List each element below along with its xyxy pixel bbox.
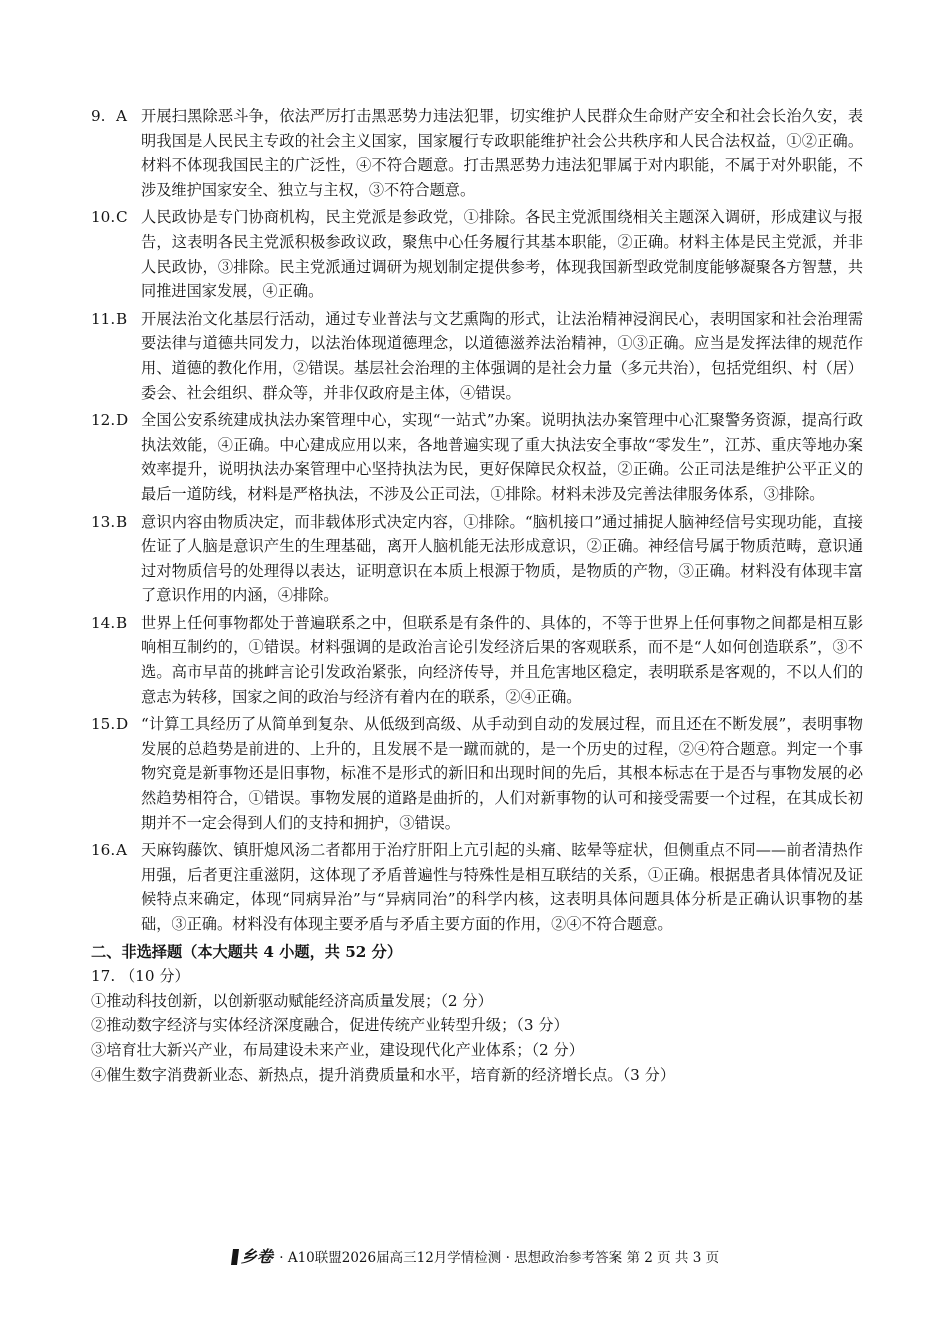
question-13 — [91, 510, 863, 608]
question-answer: B — [116, 613, 128, 632]
question-number: 15. — [91, 715, 116, 734]
question-number: 16. — [91, 841, 116, 860]
section-title: 二、非选择题（本大题共 4 小题，共 52 分） — [91, 942, 403, 961]
question-number: 10. — [91, 208, 116, 227]
question-answer: D — [116, 715, 129, 734]
question-17-header: 17. （10 分） — [91, 967, 190, 986]
question-explanation: 人民政协是专门协商机构，民主党派是参政党，①排除。各民主党派围绕相关主题深入调研，形成建议与报告，这表明各民主党派积极参政议政，聚焦中心任务履行其基本职能，②正确。材料主体是民主党派，并非人民政协，③排除。民主党派通过调研为规划制定提供参考，体现我国新型政党制度能够凝聚各方智慧，共同推进国家发展，④正确。 — [141, 208, 863, 301]
brand-logo-text: 乡卷 — [240, 1247, 273, 1266]
question-answer: A — [116, 841, 127, 860]
question-explanation: 意识内容由物质决定，而非载体形式决定内容，①排除。“脑机接口”通过捕捉人脑神经信号实现功能，直接佐证了人脑是意识产生的生理基础，离开人脑机能无法形成意识，②正确。神经信号属于物质范畴，意识通过对物质信号的处理得以表达，证明意识在本质上根源于物质，是物质的产物，③正确。材料没有体现丰富了意识作用的内涵，④排除。 — [141, 512, 863, 605]
question-answer: D — [116, 411, 129, 430]
footer-text: · A10联盟2026届高三12月学情检测 · 思想政治参考答案 第 2 页 共 3 页 — [279, 1250, 720, 1266]
question-10 — [91, 205, 863, 303]
page-footer — [0, 1247, 950, 1268]
question-explanation: 开展扫黑除恶斗争，依法严厉打击黑恶势力违法犯罪，切实维护人民群众生命财产安全和社会长治久安，表明我国是人民民主专政的社会主义国家，国家履行专政职能维护社会公共秩序和人民合法权益，①②正确。材料不体现我国民主的广泛性，④不符合题意。打击黑恶势力违法犯罪属于对内职能，不属于对外职能，不涉及维护国家安全、独立与主权，③不符合题意。 — [141, 107, 863, 199]
question-answer: B — [116, 512, 128, 531]
answer-point: ④催生数字消费新业态、新热点，提升消费质量和水平，培育新的经济增长点。（3 分） — [91, 1065, 676, 1084]
question-explanation: 开展法治文化基层行活动，通过专业普法与文艺熏陶的形式，让法治精神浸润民心，表明国家和社会治理需要法律与道德共同发力，以法治体现道德理念，以道德滋养法治精神，①③正确。应当是发挥法律的规范作用、道德的教化作用，②错误。基层社会治理的主体强调的是社会力量（多元共治），包括党组织、村（居）委会、社会组织、群众等，并非仅政府是主体，④错误。 — [141, 309, 863, 402]
brand-logo — [231, 1247, 273, 1267]
question-14 — [91, 611, 863, 709]
question-number: 13. — [91, 512, 116, 531]
question-explanation: “计算工具经历了从简单到复杂、从低级到高级、从手动到自动的发展过程，而且还在不断发展”，表明事物发展的总趋势是前进的、上升的，且发展不是一蹴而就的，是一个历史的过程，②④符合题意。判定一个事物究竟是新事物还是旧事物，标准不是形式的新旧和出现时间的先后，其根本标志在于是否与事物发展的必然趋势相符合，①错误。事物发展的道路是曲折的，人们对新事物的认可和接受需要一个过程，在其成长初期并不一定会得到人们的支持和拥护，③错误。 — [141, 715, 863, 832]
brand-mark-icon — [231, 1248, 241, 1266]
answer-point: ③培育壮大新兴产业，布局建设未来产业，建设现代化产业体系；（2 分） — [91, 1040, 584, 1059]
question-15 — [91, 712, 863, 835]
answer-content — [91, 104, 863, 1087]
question-number: 11. — [91, 309, 116, 328]
question-answer: B — [116, 309, 128, 328]
question-12 — [91, 408, 863, 506]
question-number: 12. — [91, 411, 116, 430]
question-9 — [91, 104, 863, 202]
question-explanation: 世界上任何事物都处于普遍联系之中，但联系是有条件的、具体的，不等于世界上任何事物之间都是相互影响相互制约的，①错误。材料强调的是政治言论引发经济后果的客观联系，而不是“人如何创造联系”，③不选。高市早苗的挑衅言论引发政治紧张，向经济传导，并且危害地区稳定，表明联系是客观的，不以人们的意志为转移，国家之间的政治与经济有着内在的联系，②④正确。 — [141, 613, 863, 706]
question-16 — [91, 838, 863, 936]
question-11 — [91, 307, 863, 405]
answer-point: ①推动科技创新，以创新驱动赋能经济高质量发展；（2 分） — [91, 991, 493, 1010]
question-answer: A — [116, 107, 127, 125]
question-explanation: 天麻钩藤饮、镇肝熄风汤二者都用于治疗肝阳上亢引起的头痛、眩晕等症状，但侧重点不同——前者清热作用强，后者更注重滋阴，这体现了矛盾普遍性与特殊性是相互联结的关系，①正确。根据患者具体情况及证候特点来确定，体现“同病异治”与“异病同治”的科学内核，这表明具体问题具体分析是正确认识事物的基础，③正确。材料没有体现主要矛盾与矛盾主要方面的作用，②④不符合题意。 — [141, 841, 863, 933]
answer-point: ②推动数字经济与实体经济深度融合，促进传统产业转型升级；（3 分） — [91, 1016, 569, 1035]
question-answer: C — [116, 208, 128, 227]
question-explanation: 全国公安系统建成执法办案管理中心，实现“一站式”办案。说明执法办案管理中心汇聚警务资源，提高行政执法效能，④正确。中心建成应用以来，各地普遍实现了重大执法安全事故“零发生”，江苏、重庆等地办案效率提升，说明执法办案管理中心坚持执法为民，更好保障民众权益，②正确。公正司法是维护公平正义的最后一道防线，材料是严格执法，不涉及公正司法，①排除。材料未涉及完善法律服务体系，③排除。 — [141, 411, 863, 503]
question-number: 14. — [91, 613, 116, 632]
question-number: 9. — [91, 107, 106, 125]
